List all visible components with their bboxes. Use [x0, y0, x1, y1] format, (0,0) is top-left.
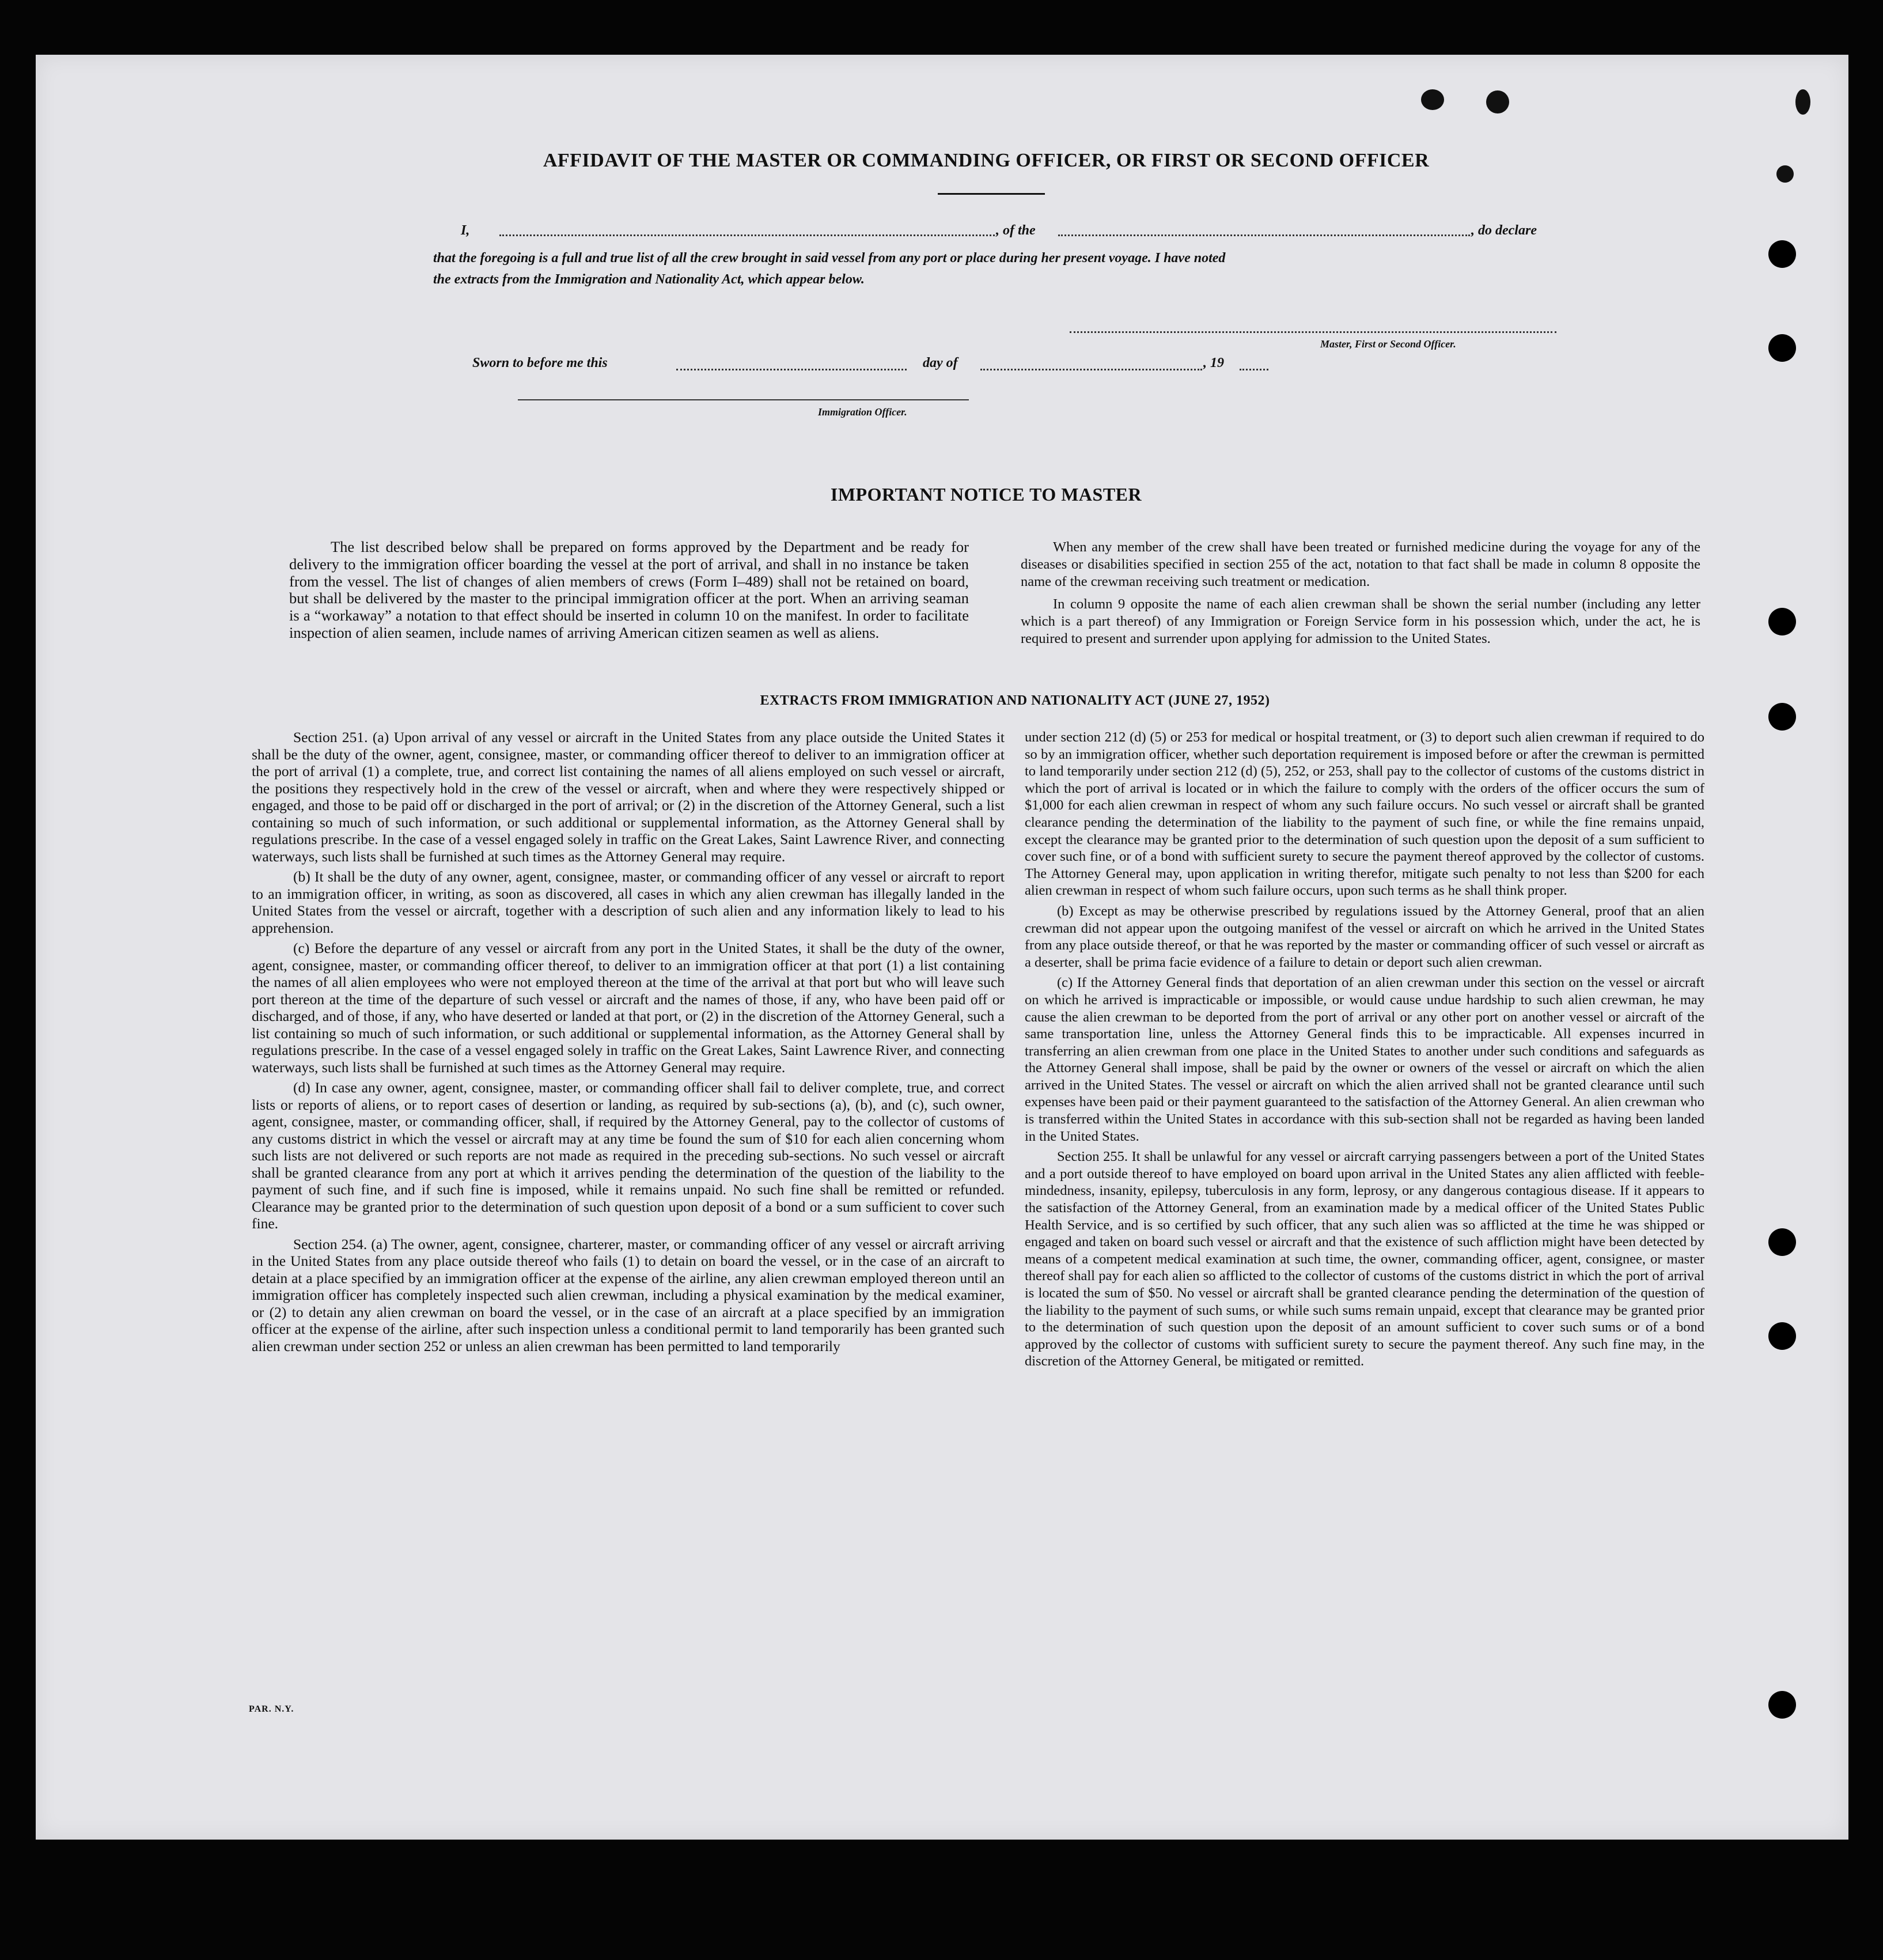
act-paragraph: Section 251. (a) Upon arrival of any vessel or aircraft in the United States from any place outside the United States it shall be the duty of the owner, agent, consignee, master, or commanding officer thereof to deliver to an immigration officer at the port of arrival (1) a complete, true, and correct list containing the names of all aliens employed on such vessel or aircraft, the positions they respectively hold in the crew of the vessel or aircraft, when and where they were respectively shipped or engaged, and those to be paid off or discharged in the port of arrival; or (2) in the discretion of the Attorney General, such a list containing so much of such information, or such additional or supplemental information, as the Attorney General shall by regulations prescribe. In the case of a vessel engaged solely in traffic on the Great Lakes, Saint Lawrence River, and connecting waterways, such lists shall be furnished at such times as the Attorney General may require. [252, 729, 1005, 865]
binder-hole [1768, 608, 1796, 635]
ink-spot [1486, 90, 1509, 113]
day-of-label: day of [923, 355, 958, 370]
title-divider [938, 193, 1045, 195]
binder-hole [1768, 240, 1796, 268]
ink-spot [1421, 89, 1444, 110]
sworn-day-field[interactable] [676, 369, 907, 370]
affidavit-line-3: the extracts from the Immigration and Nationality Act, which appear below. [433, 272, 865, 287]
act-paragraph: (b) Except as may be otherwise prescribed by regulations issued by the Attorney General, proof that an alien crewman did not appear upon the outgoing manifest of the vessel or aircraft on which he arrived in the United States from any place outside thereof, or that he was reported by the master or commanding officer of such vessel or aircraft as a deserter, shall be prima facie evidence of a failure to detain or deport such alien crewman. [1025, 903, 1704, 970]
notice-left-column [289, 539, 969, 645]
act-paragraph: Section 255. It shall be unlawful for any vessel or aircraft carrying passengers between a port of the United States and a port outside thereof to have employed on board upon arrival in the United States any alien afflicted with feeble-mindedness, insanity, epilepsy, tuberculosis in any form, leprosy, or any dangerous contagious disease. If it appears to the satisfaction of the Attorney General, from an examination made by a medical officer of the United States Public Health Service, and is so certified by such officer, that any such alien was so afflicted at the time he was shipped or engaged and taken on board such vessel or aircraft and that the existence of such affliction might have been detected by means of a competent medical examination at such time, the owner, commanding officer, agent, consignee, or master thereof shall pay for each alien so afflicted to the collector of customs of the customs district in which the port of arrival is located the sum of $50. No vessel or aircraft shall be granted clearance pending the determination of the question of the liability to the payment of such sums, or while such sums remain unpaid, except that clearance may be granted prior to the determination of such question upon the deposit of an amount sufficient to cover such sums or of a bond approved by the collector of customs with sufficient surety to secure the payment thereof. Any such fine may, in the discretion of the Attorney General, be mitigated or remitted. [1025, 1149, 1704, 1369]
sworn-month-field[interactable] [980, 369, 1202, 370]
act-paragraph: (b) It shall be the duty of any owner, agent, consignee, master, or commanding officer of any vessel or aircraft to report to an immigration officer, in writing, as soon as discovered, all cases in which any alien crewman has illegally landed in the United States from the vessel or aircraft, together with a description of such alien and any information likely to lead to his apprehension. [252, 868, 1005, 936]
master-signature-field[interactable] [1070, 331, 1556, 333]
printer-mark: PAR. N.Y. [249, 1704, 294, 1714]
act-paragraph: (d) In case any owner, agent, consignee, master, or commanding officer shall fail to deliver complete, true, and correct lists or reports of aliens, or to report cases of desertion or landing, as required by sub-sections (a), (b), and (c), such owner, agent, consignee, master, or commanding officer, shall, if required by the Attorney General, pay to the collector of customs of any customs district in which the vessel or aircraft may at any time be found the sum of $10 for each alien concerning whom such lists are not delivered or such reports are not made as required in the preceding sub-sections. No such vessel or aircraft shall be granted clearance from any port at which it arrives pending the determination of the question of the liability to the payment of such fine, and if such fine is imposed, while it remains unpaid. No such fine shall be remitted or refunded. Clearance may be granted prior to the determination of such question upon deposit of a bond or a sum sufficient to cover such fine. [252, 1079, 1005, 1232]
extracts-title: EXTRACTS FROM IMMIGRATION AND NATIONALITY ACT (JUNE 27, 1952) [760, 693, 1270, 708]
notice-right-column [1021, 539, 1700, 651]
notice-paragraph: In column 9 opposite the name of each alien crewman shall be shown the serial number (including any letter which is a part thereof) of any Immigration or Foreign Service form in his possession which, under the act, he is required to present and surrender upon applying for admission to the United States. [1021, 596, 1700, 646]
notice-paragraph: When any member of the crew shall have been treated or furnished medicine during the voyage for any of the diseases or disabilities specified in section 255 of the act, notation to that fact shall be made in column 8 opposite the name of the crewman receiving such treatment or medication. [1021, 539, 1700, 589]
affidavit-title: AFFIDAVIT OF THE MASTER OR COMMANDING OFFICER, OR FIRST OR SECOND OFFICER [543, 150, 1430, 171]
vessel-field[interactable] [1058, 234, 1470, 236]
ink-spot [1795, 89, 1810, 115]
extracts-right-column [1025, 729, 1704, 1373]
binder-hole [1768, 1691, 1796, 1719]
affidavit-line-2: that the foregoing is a full and true list of all the crew brought in said vessel from any port or place during her present voyage. I have noted [433, 251, 1226, 266]
name-field[interactable] [499, 234, 995, 236]
immigration-officer-signature-field[interactable] [518, 399, 969, 400]
binder-hole [1768, 334, 1796, 362]
affidavit-I: I, [461, 223, 470, 238]
affidavit-of-the: , of the [996, 223, 1036, 238]
act-paragraph: Section 254. (a) The owner, agent, consignee, charterer, master, or commanding officer of any vessel or aircraft arriving in the United States from any place outside thereof who fails (1) to detain on board the vessel, or in the case of an aircraft to detain at a place specified by an immigration officer at the expense of the airline, any alien crewman employed thereon until an immigration officer has completely inspected such alien crewman, including a physical examination by the medical examiner, or (2) to detain any alien crewman on board the vessel, or in the case of an aircraft at a place specified by an immigration officer at the expense of the airline, after such inspection unless a conditional permit to land temporarily has been granted such alien crewman under section 252 or unless an alien crewman has been permitted to land temporarily [252, 1235, 1005, 1354]
act-paragraph: under section 212 (d) (5) or 253 for medical or hospital treatment, or (3) to deport such alien crewman if required to do so by an immigration officer, whether such deportation requirement is imposed before or after the crewman is permitted to land temporarily under section 212 (d) (5), 252, or 253, shall pay to the collector of customs of the customs district in which the port of arrival is located or in which the failure to comply with the orders of the officer occurs the sum of $1,000 for each alien crewman in respect of whom any such failure occurs. No such vessel or aircraft shall be granted clearance pending the determination of the liability to the payment of such fine, or while the fine remains unpaid, except the clearance may be granted prior to the determination of such question upon the deposit of a sum sufficient to cover such fine, or of a bond with sufficient surety to secure the payment thereof approved by the collector of customs. The Attorney General may, upon application in writing therefor, mitigate such penalty to not less than $200 for each alien crewman in respect of whom such failure occurs, upon such terms as he shall think proper. [1025, 729, 1704, 899]
master-caption: Master, First or Second Officer. [1320, 338, 1456, 350]
year-label: , 19 [1203, 355, 1224, 370]
notice-title: IMPORTANT NOTICE TO MASTER [830, 484, 1142, 505]
document-page [36, 55, 1848, 1840]
ink-spot [1776, 165, 1794, 183]
sworn-label: Sworn to before me this [472, 355, 608, 370]
notice-paragraph: The list described below shall be prepared on forms approved by the Department and be ready for delivery to the immigration officer boarding the vessel at the port of arrival, and shall in no instance be taken from the vessel. The list of changes of alien members of crews (Form I–489) shall not be retained on board, but shall be delivered by the master to the principal immigration officer at the port. When an arriving seaman is a “workaway” a notation to that effect should be inserted in column 10 on the manifest. In order to facilitate inspection of alien seamen, include names of arriving American citizen seamen as well as aliens. [289, 538, 969, 641]
immigration-caption: Immigration Officer. [818, 406, 907, 418]
extracts-left-column [252, 729, 1005, 1358]
act-paragraph: (c) If the Attorney General finds that deportation of an alien crewman under this section on the vessel or aircraft on which he arrived is impracticable or impossible, or would cause undue hardship to such alien crewman, he may cause the alien crewman to be deported from the port of arrival or any other port on another vessel or aircraft of the same transportation line, unless the Attorney General finds this to be impracticable. All expenses incurred in transferring an alien crewman from one place in the United States to another under such conditions and safeguards as the Attorney General shall impose, shall be paid by the owner or owners of the vessel or aircraft on which the alien arrived in the United States. The vessel or aircraft on which the alien arrived shall not be granted clearance until such expenses have been paid or their payment guaranteed to the satisfaction of the Attorney General. An alien crewman who is transferred within the United States in accordance with this sub-section shall not be regarded as having been landed in the United States. [1025, 975, 1704, 1144]
binder-hole [1768, 1322, 1796, 1350]
affidavit-do-declare: , do declare [1471, 223, 1537, 238]
act-paragraph: (c) Before the departure of any vessel or aircraft from any port in the United States, it shall be the duty of the owner, agent, consignee, master, or commanding officer thereof, to deliver to an immigration officer at that port (1) a list containing the names of all alien employees who were not employed thereon at the time of the arrival at that port but who will leave such port thereon at the time of the departure of such vessel or aircraft and the names of those, if any, who have been paid off or discharged, and of those, if any, who have deserted or landed at that port, or (2) in the discretion of the Attorney General, such a list containing so much of such information, or such additional or supplemental information, as the Attorney General shall by regulations prescribe. In the case of a vessel engaged solely in traffic on the Great Lakes, Saint Lawrence River, and connecting waterways, such lists shall be furnished at such times as the Attorney General may require. [252, 940, 1005, 1076]
binder-hole [1768, 1228, 1796, 1256]
binder-hole [1768, 703, 1796, 731]
sworn-year-field[interactable] [1240, 369, 1268, 370]
